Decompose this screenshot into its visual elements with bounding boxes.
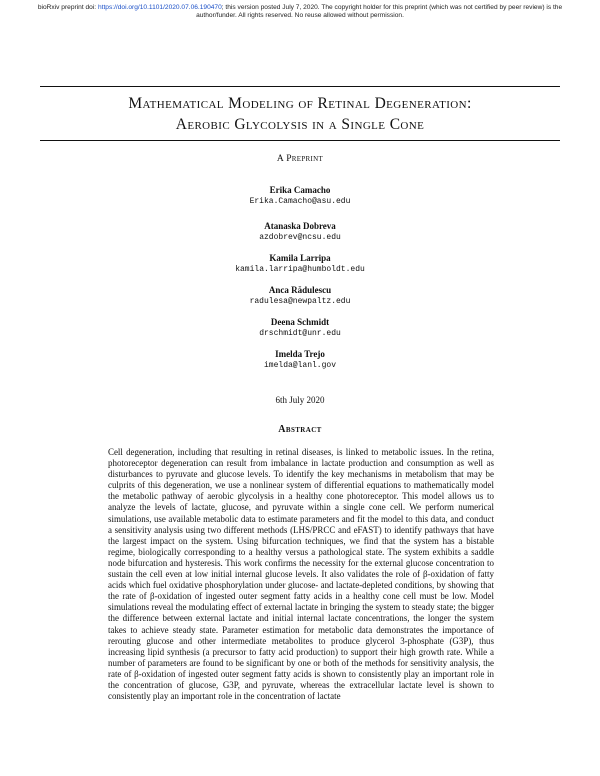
author-email[interactable]: imelda@lanl.gov <box>263 361 336 370</box>
abstract-heading: Abstract <box>278 424 322 435</box>
copyright-notice <box>20 4 580 20</box>
author-block <box>0 220 600 243</box>
notice-prefix: bioRxiv preprint doi: <box>37 4 98 11</box>
author-block <box>0 252 600 275</box>
doi-link[interactable]: https://doi.org/10.1101/2020.07.06.190470 <box>97 4 222 11</box>
title-line-2: Aerobic Glycolysis in a Single Cone <box>175 116 425 133</box>
author-name: Deena Schmidt <box>270 317 330 327</box>
author-block <box>0 184 600 207</box>
author-block <box>0 284 600 307</box>
author-block <box>0 348 600 371</box>
paper-title <box>40 93 560 135</box>
title-line-1: Mathematical Modeling of Retinal Degeneration: <box>128 95 472 112</box>
title-rule-top <box>40 86 560 87</box>
author-name: Erika Camacho <box>269 185 331 195</box>
author-name: Imelda Trejo <box>275 349 325 359</box>
notice-suffix: ; this version posted July 7, 2020. The copyright holder for this preprint (which was not certified by peer review) is the author/funder. All rights reserved. No reuse allowed without permission. <box>196 4 563 19</box>
publication-date: 6th July 2020 <box>275 395 325 405</box>
author-name: Atanaska Dobreva <box>264 221 336 231</box>
author-email[interactable]: radulesa@newpaltz.edu <box>249 297 351 306</box>
author-name: Kamila Larripa <box>269 253 331 263</box>
title-rule-bottom <box>40 140 560 141</box>
author-name: Anca Rădulescu <box>268 285 332 295</box>
preprint-label: A Preprint <box>276 154 324 164</box>
author-email[interactable]: azdobrev@ncsu.edu <box>259 233 341 242</box>
author-email[interactable]: kamila.larripa@humboldt.edu <box>235 265 365 274</box>
author-block <box>0 316 600 339</box>
abstract-text: Cell degeneration, including that resulting in retinal diseases, is linked to metabolic issues. In the retina, photoreceptor degeneration can result from imbalance in lactate production and consumption as well as disturbances to pyruvate and glucose levels. To identify the key mechanisms in metabolism that may be culprits of this degeneration, we use a nonlinear system of differential equations to mathematically model the metabolic pathway of aerobic glycolysis in a healthy cone photoreceptor. This model allows us to analyze the levels of lactate, glucose, and pyruvate within a single cone cell. We perform numerical simulations, use available metabolic data to estimate parameters and fit the model to this data, and conduct a sensitivity analysis using two different methods (LHS/PRCC and eFAST) to identify pathways that have the largest impact on the system. Using bifurcation techniques, we find that the system has a bistable regime, biologically corresponding to a healthy versus a pathological state. The system exhibits a saddle node bifurcation and hysteresis. This work confirms the necessity for the external glucose concentration to sustain the cell even at low initial internal glucose levels. It also validates the role of β-oxidation of fatty acids which fuel oxidative phosphorylation under glucose- and lactate-depleted conditions, by showing that the rate of β-oxidation of ingested outer segment fatty acids in a healthy cone cell must be low. Model simulations reveal the modulating effect of external lactate in bringing the system to steady state; the bigger the difference between external lactate and initial internal lactate concentrations, the longer the system takes to achieve steady state. Parameter estimation for metabolic data demonstrates the importance of rerouting glucose and other intermediate metabolites to produce glycerol 3-phosphate (G3P), thus increasing lipid synthesis (a precursor to fatty acid production) to support their high growth rate. While a number of parameters are found to be significant by one or both of the methods for sensitivity analysis, the rate of β-oxidation of ingested outer segment fatty acids is shown to consistently play an important role in the concentration of glucose, G3P, and pyruvate, whereas the extracellular lactate level is shown to consistently play an important role in the concentration of lactate <box>108 447 494 702</box>
author-email[interactable]: drschmidt@unr.edu <box>259 329 341 338</box>
author-email[interactable]: Erika.Camacho@asu.edu <box>249 197 351 206</box>
